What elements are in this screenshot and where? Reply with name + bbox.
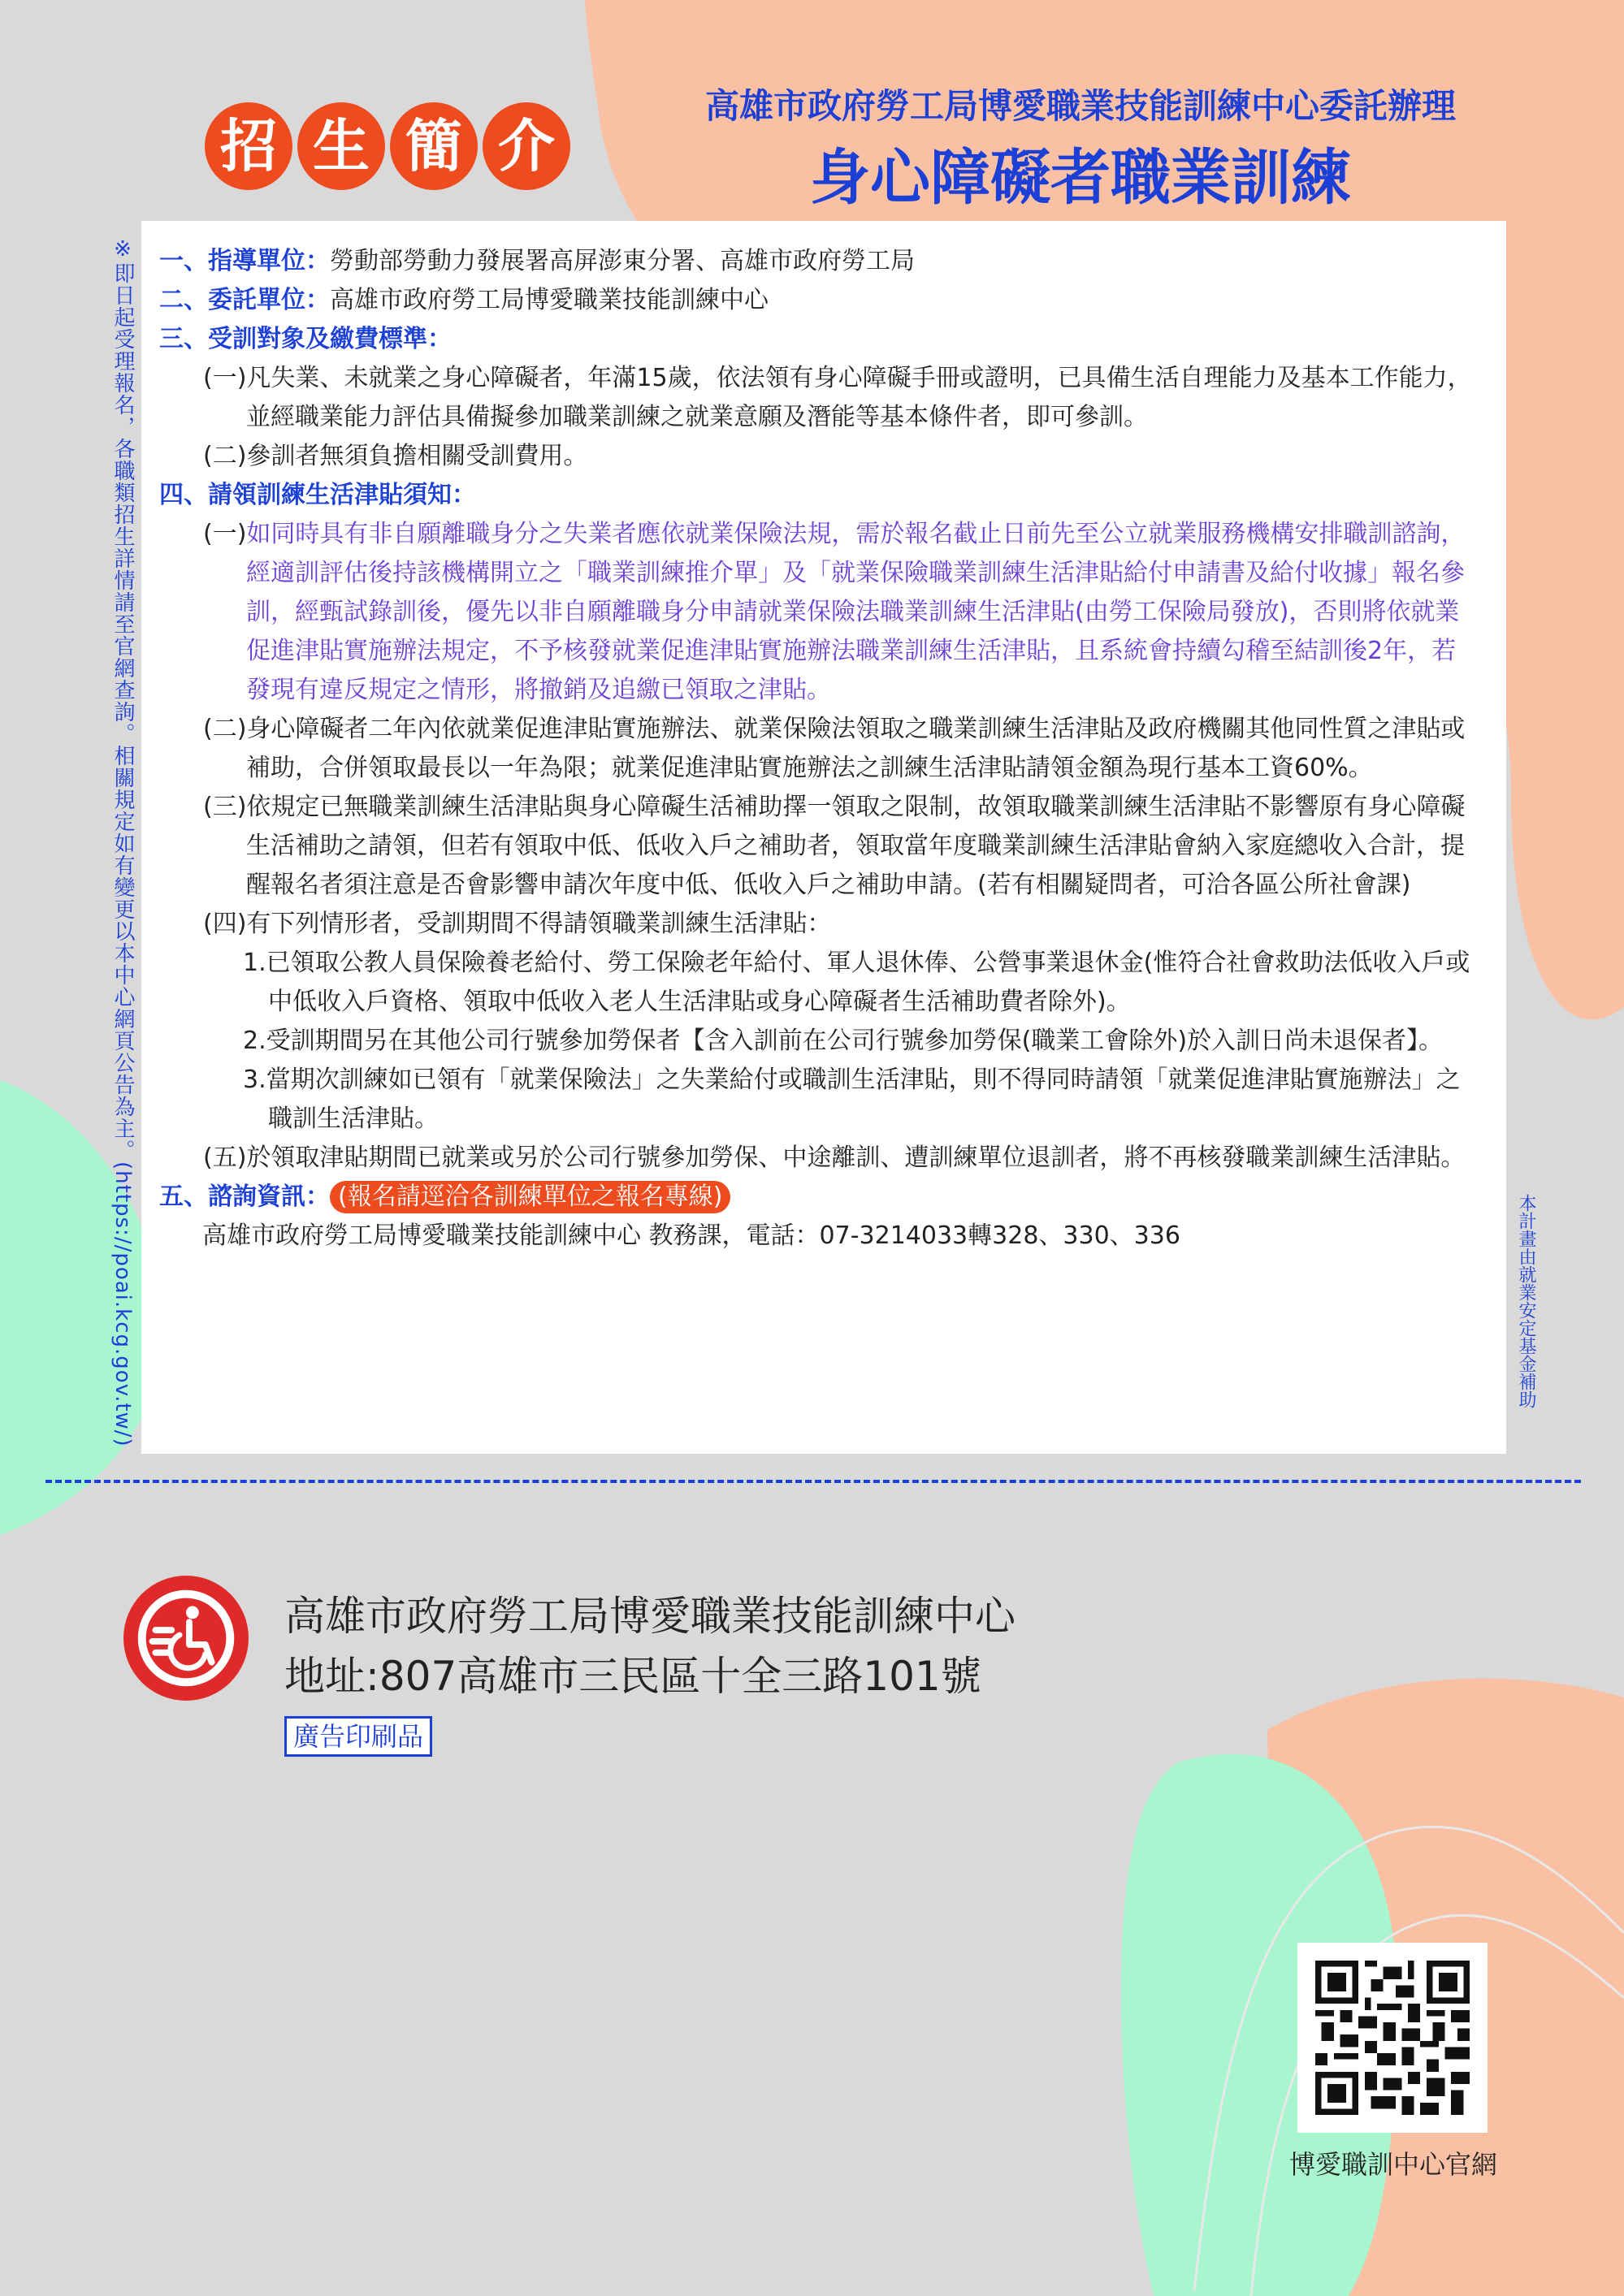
sub-list-item: 1.已領取公教人員保險養老給付、勞工保險老年給付、軍人退休俸、公營事業退休金(惟符合社會救助法低收入戶或中低收入戶資格、領取中低收入老人生活津貼或身心障礙者生活補助費者除外)。 [243, 949, 1470, 1016]
section-supervisor [159, 242, 1477, 281]
enrollment-badges [205, 102, 570, 190]
qr-code-icon[interactable] [1297, 1943, 1488, 2133]
item-prefix: (一) [203, 520, 247, 548]
list-item: (二)身心障礙者二年內依就業促進津貼實施辦法、就業保險法領取之職業訓練生活津貼及政府機關其他同性質之津貼或補助，合併領取最長以一年為限；就業促進津貼實施辦法之訓練生活津貼請領金額為現行基本工資60%。 [203, 715, 1466, 782]
list-item: (五)於領取津貼期間已就業或另於公司行號參加勞保、中途離訓、遭訓練單位退訓者，將不再核發職業訓練生活津貼。 [203, 1144, 1466, 1172]
section-text: 勞動部勞動力發展署高屏澎東分署、高雄市政府勞工局 [330, 247, 915, 275]
ad-print-label: 廣告印刷品 [284, 1716, 432, 1757]
section-allowance-label: 四、請領訓練生活津貼須知： [159, 481, 476, 509]
list-item: (三)依規定已無職業訓練生活津貼與身心障礙生活補助擇一領取之限制，故領取職業訓練生活津貼不影響原有身心障礙生活補助之請領，但若有領取中低、低收入戶之補助者，領取當年度職業訓練生活津貼會納入家庭總收入合計，提醒報名者須注意是否會影響申請次年度中低、低收入戶之補助申請。(若有相關疑問者，可洽各區公所社會課) [203, 793, 1466, 899]
section-contact [159, 1178, 1477, 1217]
header-organizer: 高雄市政府勞工局博愛職業技能訓練中心委託辦理 [704, 86, 1456, 126]
badge-char: 介 [483, 102, 570, 190]
side-note-funding: 本計畫由就業安定基金補助 [1516, 1194, 1536, 1408]
contact-line: 高雄市政府勞工局博愛職業技能訓練中心 教務課，電話：07-3214033轉328、330、336 [202, 1222, 1180, 1250]
section-label: 一、指導單位： [159, 247, 330, 275]
badge-char: 招 [205, 102, 292, 190]
side-note-registration: ※即日起受理報名，各職類招生詳情請至官網查詢。相關規定如有變更以本中心網頁公告為主。(https://poai.kcg.gov.tw/) [110, 237, 135, 1447]
badge-char: 簡 [390, 102, 478, 190]
qr-caption: 博愛職訓中心官網 [1288, 2149, 1497, 2180]
section-text: 高雄市政府勞工局博愛職業技能訓練中心 [330, 286, 769, 314]
mint-blob-left [0, 1080, 162, 1535]
qr-code-graphic [1315, 1961, 1470, 2115]
page-title: 身心障礙者職業訓練 [810, 143, 1351, 213]
highlighted-text: 如同時具有非自願離職身分之失業者應依就業保險法規，需於報名截止日前先至公立就業服務機構安排職訓諮詢，經適訓評估後持該機構開立之「職業訓練推介單」及「就業保險職業訓練生活津貼給付申請書及給付收據」報名參訓，經甄試錄訓後，優先以非自願離職身分申請就業保險法職業訓練生活津貼(由勞工保險局發放)，否則將依就業促進津貼實施辦法規定，不予核發就業促進津貼實施辦法職業訓練生活津貼，且系統會持續勾稽至結訓後2年，若發現有違反規定之情形，將撤銷及追繳已領取之津貼。 [246, 520, 1466, 704]
list-item: (四)有下列情形者，受訓期間不得請領職業訓練生活津貼： [203, 910, 832, 938]
badge-char: 生 [297, 102, 385, 190]
section-label: 五、諮詢資訊： [159, 1183, 330, 1211]
info-panel [141, 221, 1506, 1454]
wheelchair-logo-icon [122, 1574, 250, 1702]
list-item: (一)凡失業、未就業之身心障礙者，年滿15歲，依法領有身心障礙手冊或證明，已具備生活自理能力及基本工作能力，並經職業能力評估具備擬參加職業訓練之就業意願及潛能等基本條件者，即可參訓。 [203, 364, 1472, 431]
sub-list-item: 3.當期次訓練如已領有「就業保險法」之失業給付或職訓生活津貼，則不得同時請領「就業促進津貼實施辦法」之職訓生活津貼。 [243, 1066, 1461, 1133]
sub-list-item: 2.受訓期間另在其他公司行號參加勞保者【含入訓前在公司行號參加勞保(職業工會除外)於入訓日尚未退保者】。 [243, 1027, 1444, 1055]
footer-org-name: 高雄市政府勞工局博愛職業技能訓練中心 [284, 1593, 1016, 1640]
footer-address: 地址:807高雄市三民區十全三路101號 [284, 1653, 981, 1700]
section-commissioned [159, 281, 1477, 320]
cut-line-divider [45, 1480, 1581, 1483]
list-item: (二)參訓者無須負擔相關受訓費用。 [203, 442, 588, 470]
registration-pill: (報名請逕洽各訓練單位之報名專線) [330, 1181, 730, 1213]
section-label: 二、委託單位： [159, 286, 330, 314]
section-eligibility-label: 三、受訓對象及繳費標準： [159, 325, 452, 353]
list-item [159, 515, 1477, 710]
